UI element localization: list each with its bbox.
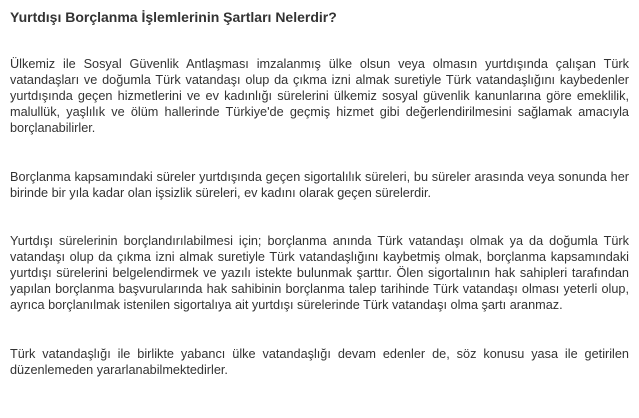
article-paragraph: Borçlanma kapsamındaki süreler yurtdışında geçen sigortalılık süreleri, bu süreler arasında veya sonunda her birinde bir yıla kadar olan işsizlik süreleri, ev kadını olarak geçen sürelerdir. <box>10 170 629 200</box>
article-paragraph: Yurtdışı sürelerinin borçlandırılabilmesi için; borçlanma anında Türk vatandaşı olmak ya da doğumla Türk vatandaşı olup da çıkma izni almak suretiyle Türk vatandaşlığını kaybetmiş olmak, borçlanma kapsamındaki yurtdışı sürelerini belgelendirmek ve yazılı istekte bulunmak şarttır. Ölen sigortalının hak sahipleri tarafından yapılan borçlanma başvurularında hak sahibinin borçlanma talep tarihinde Türk vatandaşı olması yeterli olup, ayrıca borçlanılmak istenilen sigortalıya ait yurtdışı sürelerinde Türk vatandaşı olma şartı aranmaz. <box>10 234 629 312</box>
article-paragraph: Ülkemiz ile Sosyal Güvenlik Antlaşması imzalanmış ülke olsun veya olmasın yurtdışında çalışan Türk vatandaşları ve doğumla Türk vatandaşı olup da çıkma izni almak suretiyle Türk vatandaşlığını kaybedenler yurtdışında geçen hizmetlerini ve ev kadınlığı sürelerini ülkemiz sosyal güvenlik kanunlarına göre emeklilik, malullük, yaşlılık ve ölüm hallerinde Türkiye'de geçmiş hizmet gibi değerlendirilmesini sağlamak amacıyla borçlanabilirler. <box>10 57 629 135</box>
article-title: Yurtdışı Borçlanma İşlemlerinin Şartları Nelerdir? <box>10 9 337 25</box>
article <box>10 0 629 378</box>
article-paragraph: Türk vatandaşlığı ile birlikte yabancı ülke vatandaşlığı devam edenler de, söz konusu yasa ile getirilen düzenlemeden yararlanabilmektedirler. <box>10 347 629 377</box>
